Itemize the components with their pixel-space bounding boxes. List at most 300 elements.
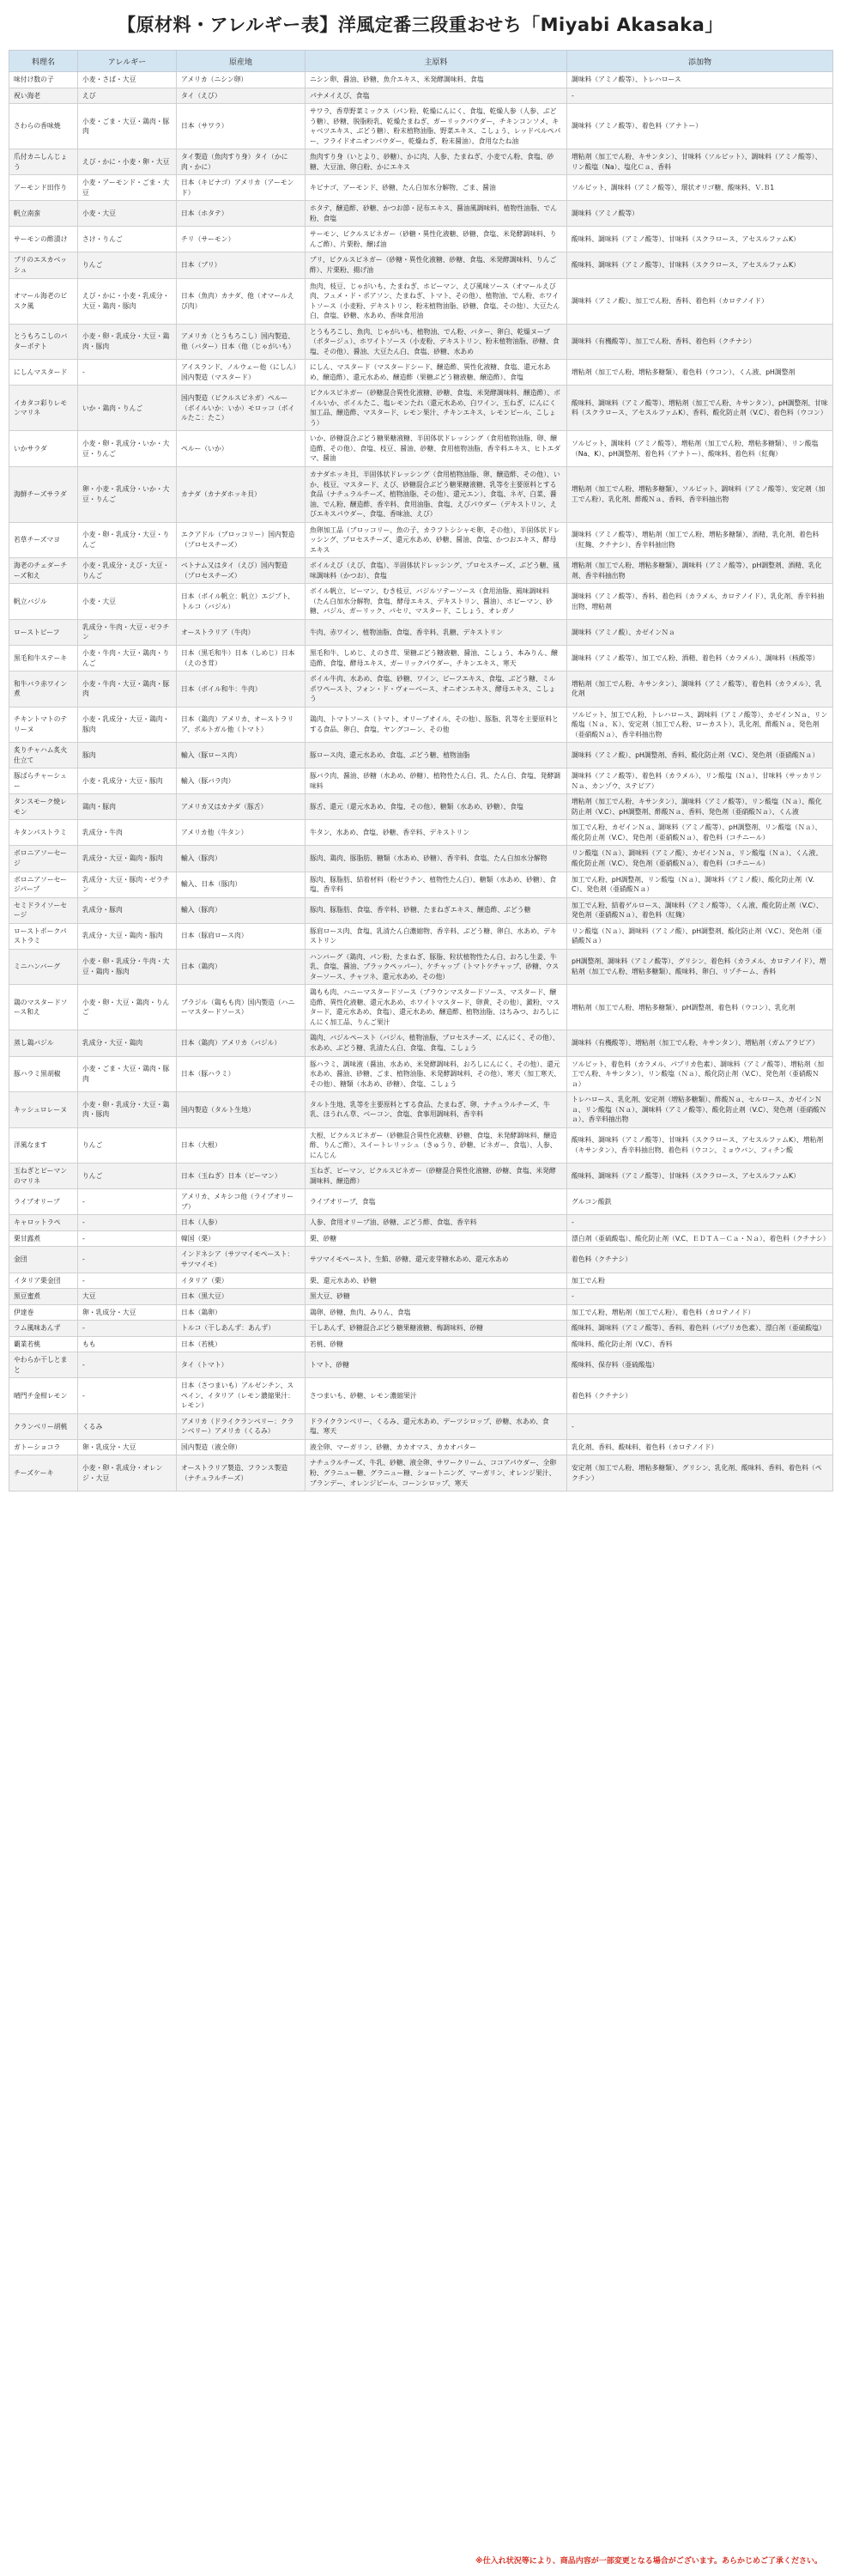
dish-name-cell: ミニハンバーグ [9, 949, 78, 985]
main-ingredients-cell: 牛肉、赤ワイン、植物油脂、食塩、香辛料、乳糖、デキストリン [306, 619, 567, 645]
additives-cell: - [567, 1215, 833, 1231]
origin-cell: チリ（サーモン） [177, 227, 306, 252]
main-ingredients-cell: 黒大豆、砂糖 [306, 1289, 567, 1305]
table-row [9, 1304, 833, 1321]
origin-cell: ベトナム又はタイ（えび）国内製造（プロセスチーズ） [177, 558, 306, 584]
allergy-cell: いか・鶏肉・りんご [78, 386, 177, 431]
additives-cell: トレハロース、乳化剤、安定剤（増粘多糖類）、酢酸Ｎａ、セルロース、カゼインＮａ、リン酸塩（Ｎａ）、調味料（アミノ酸等）、酸化防止剤（V.C）、発色剤（亜硝酸Ｎａ）、香辛料抽出物 [567, 1092, 833, 1128]
additives-cell: 加工でん粉、増粘剤（加工でん粉）、着色料（カロテノイド） [567, 1304, 833, 1321]
additives-cell: 増粘剤（加工でん粉、キサンタン）、調味料（アミノ酸等）、着色料（カラメル）、乳化剤 [567, 671, 833, 708]
main-ingredients-cell: 魚肉、枝豆、じゃがいも、たまねぎ、ホビーマン、えび風味ソース（オマールえび肉、フュメ・ド・ポアソン、たまねぎ、トマト、その他）、植物油、でん粉、ホワイトソース（小麦粉、デキストリン、粉末植物油脂、砂糖、食塩、その他）、大豆たん白、食塩、砂糖、水あめ、香味食用油 [306, 278, 567, 324]
main-ingredients-cell: 干しあんず、砂糖混合ぶどう糖果糖液糖、梅調味料、砂糖 [306, 1321, 567, 1337]
table-row [9, 794, 833, 820]
column-header-name: 料理名 [9, 51, 78, 72]
additives-cell: 調味料（アミノ酸）、加工でん粉、香料、着色料（カロテノイド） [567, 278, 833, 324]
allergy-cell: 卵・乳成分・大豆 [78, 1304, 177, 1321]
main-ingredients-cell: ナチュラルチーズ、牛乳、砂糖、液全卵、サワークリーム、ココアパウダー、全卵粉、グラニュー糖、グラニュー糖、ショートニング、マーガリン、オレンジ果汁、ブランデー、オレンジピール、コーンシロップ、寒天 [306, 1455, 567, 1492]
table-row [9, 360, 833, 386]
dish-name-cell: ボロニアソーセージパープ [9, 872, 78, 897]
main-ingredients-cell: ライブオリーブ、食塩 [306, 1189, 567, 1215]
table-row [9, 1336, 833, 1352]
table-row [9, 1352, 833, 1378]
additives-cell: 酸味料、調味料（アミノ酸等）、甘味料（スクラロース、アセスルファムK）、増粘剤（キサンタン）、香辛料抽出物、着色料（ウコン、ミョウバン、フィチン酸 [567, 1127, 833, 1163]
dish-name-cell: いかサラダ [9, 431, 78, 467]
footnote: ※仕入れ状況等により、商品内容が一部変更となる場合がございます。あらかじめご了承ください。 [475, 2557, 822, 2566]
allergy-cell: えび [78, 88, 177, 104]
additives-cell: 加工でん粉、結着ゲルロース、調味料（アミノ酸等）、くん液、酸化防止剤（V.C）、発色剤（亜硝酸Ｎａ）、着色料（紅麹） [567, 897, 833, 923]
dish-name-cell: 若草チーズマヨ [9, 522, 78, 558]
additives-cell: ソルビット、着色料（カラメル、パプリカ色素）、調味料（アミノ酸等）、増粘剤（加工でん粉、キサンタン）、リン酸塩（Ｎａ）、酸化防止剤（V.C）、発色剤（亜硝酸Ｎａ） [567, 1056, 833, 1092]
additives-cell: pH調整剤、調味料（アミノ酸等）、グリシン、着色料（カラメル、カロテノイド）、増粘剤（加工でん粉、増粘多糖類）、酸味料、卵白、リゾチーム、香料 [567, 949, 833, 985]
allergy-cell: - [78, 1247, 177, 1273]
dish-name-cell: 海老のチェダーチーズ和え [9, 558, 78, 584]
main-ingredients-cell: キビナゴ、アーモンド、砂糖、たん白加水分解物、ごま、醤油 [306, 175, 567, 201]
dish-name-cell: ライブオリーブ [9, 1189, 78, 1215]
table-row [9, 72, 833, 88]
origin-cell: 日本（ブリ） [177, 252, 306, 278]
main-ingredients-cell: いか、砂糖混合ぶどう糖果糖液糖、半固体状ドレッシング（食用植物油脂、卵、醸造酢、その他）、食塩、枝豆、醤油、砂糖、食用植物油脂、香辛料エキス、ヒトエダマ、醤油 [306, 431, 567, 467]
additives-cell: 安定剤（加工でん粉、増粘多糖類）、グリシン、乳化剤、酸味料、香料、着色料（ペクチン） [567, 1455, 833, 1492]
allergy-cell: 乳成分・大豆・鶏肉・豚肉 [78, 923, 177, 949]
additives-cell: 調味料（アミノ酸等）、着色料（カラメル）、リン酸塩（Ｎａ）、甘味料（サッカリンＮａ、カンゾウ、ステビア） [567, 769, 833, 794]
main-ingredients-cell: 豚舌、還元（還元水あめ、食塩、その他）、糖類（水あめ、砂糖）、食塩 [306, 794, 567, 820]
dish-name-cell: ボロニアソーセージ [9, 846, 78, 872]
additives-cell: 調味料（アミノ酸）、カゼインＮａ [567, 619, 833, 645]
dish-name-cell: ブリのエスカベッシュ [9, 252, 78, 278]
origin-cell: 日本（豚ハラミ） [177, 1056, 306, 1092]
origin-cell: 日本（鶏肉）アメリカ、オーストラリア、ポルトガル他（トマト） [177, 707, 306, 743]
dish-name-cell: ガトーショコラ [9, 1439, 78, 1455]
additives-cell: 着色料（クチナシ） [567, 1378, 833, 1414]
table-row [9, 1092, 833, 1128]
allergy-cell: 小麦・卵・乳成分・大豆・鶏肉・豚肉 [78, 1092, 177, 1128]
dish-name-cell: 味付け数の子 [9, 72, 78, 88]
allergy-cell: 小麦・卵・大豆・鶏肉・りんご [78, 985, 177, 1030]
additives-cell: 酸味料、調味料（アミノ酸等）、香料、着色料（パプリカ色素）、漂白剤（亜硫酸塩） [567, 1321, 833, 1337]
origin-cell: 日本（ボイル和牛：牛肉） [177, 671, 306, 708]
dish-name-cell: キッシュロレーヌ [9, 1092, 78, 1128]
allergy-cell: 卵・乳成分・大豆 [78, 1439, 177, 1455]
allergy-cell: 小麦・卵・乳成分・牛肉・大豆・鶏肉・豚肉 [78, 949, 177, 985]
additives-cell: 調味料（アミノ酸等）、香料、着色料（カラメル、カロテノイド）、乳化剤、香辛料抽出物、増粘剤 [567, 584, 833, 620]
table-row [9, 1189, 833, 1215]
additives-cell: 酸味料、調味料（アミノ酸等）、増粘剤（加工でん粉、キサンタン）、pH調整剤、甘味料（スクラロース、アセスルファムK）、香料、酸化防止剤（V.C）、着色料（ウコン） [567, 386, 833, 431]
main-ingredients-cell: ボイル帆立、ピーマン、むき枝豆、バジルソテーソース（食用油脂、風味調味料（たん白加水分解物、食塩、酵母エキス、デキストリン、醤油）、ホビーマン、砂糖、バジル、ガーリック、パセリ、マスタード、こしょう、オレガノ [306, 584, 567, 620]
allergy-cell: 鶏肉・豚肉 [78, 794, 177, 820]
origin-cell: 国内製造（タルト生地） [177, 1092, 306, 1128]
allergy-cell: - [78, 1230, 177, 1247]
additives-cell: 調味料（アミノ酸等）、トレハロース [567, 72, 833, 88]
main-ingredients-cell: ハンバーグ（鶏肉、パン粉、たまねぎ、豚脂、粒状植物性たん白、おろし生姜、牛乳、食塩、醤油、ブラックペッパー）、ケチャップ（トマトケチャップ、砂糖、ウスターソース、チャツネ、還元水あめ、その他） [306, 949, 567, 985]
main-ingredients-cell: サワラ、香草野菜ミックス（パン粉、乾燥にんにく、食塩、乾燥人参（人参、ぶどう糖）、砂糖、脱脂粉乳、乾燥たまねぎ、ガーリックパウダー、チキンコンソメ、キャベツエキス、ぶどう糖）、粉末植物油脂、野菜エキス、こしょう、レッドベルペパー、フライドオニオンパウダー、乾燥ねぎ、粉末醤油）、食用なたね油 [306, 104, 567, 149]
allergy-cell: 豚肉 [78, 743, 177, 769]
dish-name-cell: 金団 [9, 1247, 78, 1273]
table-row [9, 1127, 833, 1163]
dish-name-cell: 洋風なます [9, 1127, 78, 1163]
allergy-cell: 小麦・大豆 [78, 201, 177, 227]
table-row [9, 985, 833, 1030]
main-ingredients-cell: 豚ハラミ、調味液（醤油、水あめ、米発酵調味料、おろしにんにく、その他）、還元水あめ、醤油、砂糖、ごま、植物油脂、米発酵調味料、その他）、寒天（加工寒天、その他）、糖類（水あめ、砂糖）、食塩、こしょう [306, 1056, 567, 1092]
dish-name-cell: 覇業若桃 [9, 1336, 78, 1352]
main-ingredients-cell: 豚バラ肉、醤油、砂糖（水あめ、砂糖）、植物性たん白、乳、たん白、食塩、発酵調味料 [306, 769, 567, 794]
additives-cell: グルコン酸鉄 [567, 1189, 833, 1215]
main-ingredients-cell: 黒毛和牛、しめじ、えのき茸、果糖ぶどう糖液糖、醤油、こしょう、本みりん、醸造酢、食塩、酵母エキス、ガーリックパウダー、チキンエキス、寒天 [306, 645, 567, 671]
allergy-cell: 乳成分・豚肉 [78, 897, 177, 923]
table-row [9, 846, 833, 872]
origin-cell: アメリカ（ニシン卵） [177, 72, 306, 88]
main-ingredients-cell: サーモン、ビクルスビネガー（砂糖・異性化液糖、砂糖、食塩、米発酵調味料、りんご酢）、片栗粉、醸ぱ油 [306, 227, 567, 252]
allergy-cell: 小麦・牛肉・大豆・鶏肉・りんご [78, 645, 177, 671]
allergy-cell: 小麦・ごま・大豆・鶏肉・豚肉 [78, 104, 177, 149]
main-ingredients-cell: ホタテ、醸造酢、砂糖、かつお節・昆布エキス、醤油風調味料、植物性油脂、でん粉、食塩 [306, 201, 567, 227]
table-row [9, 252, 833, 278]
main-ingredients-cell: 鶏肉、トマトソース（トマト、オリーブオイル、その他）、豚脂、乳等を主要原料とする食品、卵白、食塩、ヤングコーン、その他 [306, 707, 567, 743]
table-header-row [9, 51, 833, 72]
additives-cell: 増粘剤（加工でん粉、増粘多糖類）、調味料（アミノ酸等）、pH調整剤、酒精、乳化剤、香辛料抽出物 [567, 558, 833, 584]
table-row [9, 707, 833, 743]
table-row [9, 467, 833, 523]
allergy-cell: - [78, 1189, 177, 1215]
dish-name-cell: 晴門チ金柑レモン [9, 1378, 78, 1414]
table-row [9, 227, 833, 252]
column-header-origin: 原産地 [177, 51, 306, 72]
dish-name-cell: 黒豆蜜煮 [9, 1289, 78, 1305]
origin-cell: アメリカ他（牛タン） [177, 820, 306, 846]
table-row [9, 645, 833, 671]
additives-cell: - [567, 1289, 833, 1305]
additives-cell: 増粘剤（加工でん粉、増粘多糖類）、pH調整剤、着色料（ウコン）、乳化剤 [567, 985, 833, 1030]
allergy-cell: 乳成分・牛肉 [78, 820, 177, 846]
origin-cell: 日本（魚肉）カナダ、他（オマールえび肉） [177, 278, 306, 324]
column-header-allergy: アレルギー [78, 51, 177, 72]
table-row [9, 324, 833, 360]
main-ingredients-cell: 豚肉、豚脂肪、食塩、香辛料、砂糖、たまねぎエキス、醸造酢、ぶどう糖 [306, 897, 567, 923]
additives-cell: 増粘剤（加工でん粉、キサンタン）、甘味料（ソルビット）、調味料（アミノ酸等）、リン酸塩（Na）、塩化Ｃａ、香料 [567, 149, 833, 175]
origin-cell: 国内製造（液全卵） [177, 1439, 306, 1455]
additives-cell: 着色料（クチナシ） [567, 1247, 833, 1273]
main-ingredients-cell: 玉ねぎ、ピーマン、ビクルスビネガー（砂糖混合異性化液糖、砂糖、食塩、米発酵調味料、醸造酢） [306, 1163, 567, 1189]
dish-name-cell: 黒毛和牛ステーキ [9, 645, 78, 671]
table-row [9, 671, 833, 708]
origin-cell: 輸入（豚バラ肉） [177, 769, 306, 794]
allergy-cell: 小麦・卵・乳成分・いか・大豆・りんご [78, 431, 177, 467]
additives-cell: 加工でん粉、pH調整剤、リン酸塩（Ｎａ）、調味料（アミノ酸）、酸化防止剤（V.C）、発色剤（亜硝酸Ｎａ） [567, 872, 833, 897]
main-ingredients-cell: 魚卵加工品（ブロッコリー、魚の子、カラフトシシャモ卵、その他）、半固体状ドレッシング、プロセスチーズ、還元水あめ、砂糖、醤油、食塩、かつおエキス、酵母エキス [306, 522, 567, 558]
dish-name-cell: 祝い海老 [9, 88, 78, 104]
origin-cell: タイ（えび） [177, 88, 306, 104]
allergy-cell: 乳成分・大豆・豚肉・ゼラチン [78, 872, 177, 897]
origin-cell: ペルー（いか） [177, 431, 306, 467]
origin-cell: 日本（人参） [177, 1215, 306, 1231]
origin-cell: オーストラリア製造、フランス製造（ナチュラルチーズ） [177, 1455, 306, 1492]
main-ingredients-cell: 栗、砂糖 [306, 1230, 567, 1247]
dish-name-cell: 海鮮チーズサラダ [9, 467, 78, 523]
dish-name-cell: とうもろこしのバターポテト [9, 324, 78, 360]
table-row [9, 1247, 833, 1273]
dish-name-cell: 炙りチャハム炙火仕立て [9, 743, 78, 769]
additives-cell: 調味料（アミノ酸等）、着色料（アナトー） [567, 104, 833, 149]
column-header-additives: 添加物 [567, 51, 833, 72]
dish-name-cell: チキントマトのテリーヌ [9, 707, 78, 743]
main-ingredients-cell: ブリ、ビクルスビネガー（砂糖・異性化液糖、砂糖、食塩、米発酵調味料、りんご酢）、片栗粉、揚げ油 [306, 252, 567, 278]
dish-name-cell: 伊達巻 [9, 1304, 78, 1321]
additives-cell: 調味料（アミノ酸等） [567, 201, 833, 227]
table-row [9, 104, 833, 149]
dish-name-cell: 豚ハラミ黒胡椒 [9, 1056, 78, 1092]
table-row [9, 175, 833, 201]
dish-name-cell: にしんマスタード [9, 360, 78, 386]
dish-name-cell: イタリア栗金団 [9, 1273, 78, 1289]
dish-name-cell: さわらの香味焼 [9, 104, 78, 149]
origin-cell: 国内製造（ビクルスビネガ）ペルー（ボイルいか：いか）モロッコ（ボイルたこ：たこ） [177, 386, 306, 431]
additives-cell: 調味料（アミノ酸等）、増粘剤（加工でん粉、増粘多糖類）、酒精、乳化剤、着色料（紅麹、クチナシ）、香辛料抽出物 [567, 522, 833, 558]
additives-cell: - [567, 88, 833, 104]
additives-cell: 乳化剤、香料、酸味料、着色料（カロテノイド） [567, 1439, 833, 1455]
table-row [9, 386, 833, 431]
allergy-cell: 乳成分・大豆・鶏肉・豚肉 [78, 846, 177, 872]
allergy-cell: 小麦・卵・乳成分・オレンジ・大豆 [78, 1455, 177, 1492]
table-row [9, 1289, 833, 1305]
origin-cell: 韓国（栗） [177, 1230, 306, 1247]
table-row [9, 1163, 833, 1189]
origin-cell: アイスランド、ノルウェー他（にしん）国内製造（マスタード） [177, 360, 306, 386]
dish-name-cell: キャロットラペ [9, 1215, 78, 1231]
main-ingredients-cell: 鶏卵、砂糖、魚肉、みりん、食塩 [306, 1304, 567, 1321]
main-ingredients-cell: とうもろこし、魚肉、じゃがいも、植物油、でん粉、バター、卵白、乾燥ヌーブ（ポタージュ）、ホワイトソース（小麦粉、デキストリン、粉末植物油脂、砂糖、食塩、その他）、醤油、大豆たん白、食塩、砂糖、水あめ [306, 324, 567, 360]
origin-cell: 日本（サワラ） [177, 104, 306, 149]
additives-cell: 調味料（アミノ酸等）、加工でん粉、酒精、着色料（カラメル）、調味料（核酸等） [567, 645, 833, 671]
allergy-cell: 小麦・さば・大豆 [78, 72, 177, 88]
allergy-cell: - [78, 1378, 177, 1414]
dish-name-cell: 蒸し鶏バジル [9, 1030, 78, 1056]
main-ingredients-cell: 豚肉、鶏肉、豚脂肪、糖類（水あめ、砂糖）、香辛料、食塩、たん白加水分解物 [306, 846, 567, 872]
allergy-cell: - [78, 1321, 177, 1337]
additives-cell: リン酸塩（Ｎａ）、調味料（アミノ酸）、pH調整剤、酸化防止剤（V.C）、発色剤（亜硝酸Ｎａ） [567, 923, 833, 949]
table-row [9, 431, 833, 467]
origin-cell: 日本（鶏肉） [177, 949, 306, 985]
origin-cell: ブラジル（鶏もも肉）国内製造（ハニーマスタードソース） [177, 985, 306, 1030]
table-row [9, 1321, 833, 1337]
origin-cell: 日本（キビナゴ）アメリカ（アーモンド） [177, 175, 306, 201]
origin-cell: 輸入（豚ロース肉） [177, 743, 306, 769]
main-ingredients-cell: 豚ロース肉、還元水あめ、食塩、ぶどう糖、植物油脂 [306, 743, 567, 769]
main-ingredients-cell: カナダホッキ貝、半固体状ドレッシング（食用植物油脂、卵、醸造酢、その他）、いか、枝豆、マスタード、えび、砂糖混合ぶどう糖果糖液糖、乳等を主要原料とする食品（ナチュラルチーズ、植物油脂、その他）、還元エン）、食塩、ネギ、白菜、醤油、でん粉、醸造酢、香辛料、食用油脂、食塩、えびパウダー（デキストリン、えびエキスパウダー、食塩、香味油、えび） [306, 467, 567, 523]
origin-cell: オーストラリア（牛肉） [177, 619, 306, 645]
origin-cell: 輸入（豚肉） [177, 897, 306, 923]
dish-name-cell: やわらか干しとまと [9, 1352, 78, 1378]
additives-cell: 増粘剤（加工でん粉、増粘多糖類）、ソルビット、調味料（アミノ酸等）、安定剤（加工でん粉）、乳化剤、酢酸Ｎａ、香料、香辛料抽出物 [567, 467, 833, 523]
origin-cell: 日本（さつまいも）アルゼンチン、スペイン、イタリア（レモン濃縮果汁：レモン） [177, 1378, 306, 1414]
origin-cell: アメリカ（とうもろこし）国内製造、他（バター）日本（他（じゃがいも） [177, 324, 306, 360]
dish-name-cell: オマール海老のビスク風 [9, 278, 78, 324]
origin-cell: 日本（ボイル帆立：帆立）エジプト、トルコ（バジル） [177, 584, 306, 620]
main-ingredients-cell: タルト生地、乳等を主要原料とする食品、たまねぎ、卵、ナチュラルチーズ、牛乳、ほうれん草、ベーコン、食塩、食事用調味料、香辛料 [306, 1092, 567, 1128]
table-row [9, 820, 833, 846]
origin-cell: 輸入、日本（豚肉） [177, 872, 306, 897]
origin-cell: イタリア（栗） [177, 1273, 306, 1289]
allergy-cell: 小麦・牛肉・大豆・鶏肉・豚肉 [78, 671, 177, 708]
origin-cell: 日本（黒大豆） [177, 1289, 306, 1305]
table-row [9, 1273, 833, 1289]
additives-cell: ソルビット、調味料（アミノ酸等）、増粘剤（加工でん粉、増粘多糖類）、リン酸塩（Na、K）、pH調整剤、着色料（アナトー）、酸味料、着色料（紅麹） [567, 431, 833, 467]
column-header-main-ingredients: 主原料 [306, 51, 567, 72]
origin-cell: 日本（鶏肉）アメリカ（バジル） [177, 1030, 306, 1056]
additives-cell: 酸味料、調味料（アミノ酸等）、甘味料（スクラロース、アセスルファムK） [567, 252, 833, 278]
dish-name-cell: ローストビーフ [9, 619, 78, 645]
allergy-cell: - [78, 1273, 177, 1289]
additives-cell: 酸味料、調味料（アミノ酸等）、甘味料（スクラロース、アセスルファムK） [567, 1163, 833, 1189]
additives-cell: 漂白剤（亜硫酸塩）、酸化防止剤（V.C、ＥＤＴＡ－Ｃａ・Ｎａ）、着色料（クチナシ） [567, 1230, 833, 1247]
additives-cell: 調味料（有機酸等）、加工でん粉、香料、着色料（クチナシ） [567, 324, 833, 360]
table-row [9, 558, 833, 584]
table-row [9, 923, 833, 949]
dish-name-cell: 玉ねぎとピーマンのマリネ [9, 1163, 78, 1189]
main-ingredients-cell: 牛タン、水あめ、食塩、砂糖、香辛料、デキストリン [306, 820, 567, 846]
main-ingredients-cell: にしん、マスタード（マスタードシード、醸造酢、異性化液糖、食塩、還元水あめ、醸造酢）、還元水あめ、醸造酢（果糖ぶどう糖液糖、醸造酢）、食塩 [306, 360, 567, 386]
main-ingredients-cell: 鶏もも肉、ハニーマスタードソース（ブラウンマスタードソース、マスタード、醸造酢、異性化液糖、還元水あめ、ホワイトマスタード、卵黄、その他）、澱粉、マスタード、還元水あめ、食塩）、還元水あめ、醸造酢、植物油脂、はちみつ、おろしにんにく加工品、りんご果汁 [306, 985, 567, 1030]
allergy-cell: りんご [78, 1127, 177, 1163]
additives-cell: 加工でん粉、カゼインＮａ、調味料（アミノ酸等）、pH調整剤、リン酸塩（Ｎａ）、酸化防止剤（V.C）、発色剤（亜硝酸Ｎａ）、着色料（コチニール） [567, 820, 833, 846]
allergy-cell: えび・かに・小麦・卵・大豆 [78, 149, 177, 175]
main-ingredients-cell: さつまいも、砂糖、レモン濃縮果汁 [306, 1378, 567, 1414]
table-row [9, 1413, 833, 1439]
main-ingredients-cell: 鶏肉、バジルペースト（バジル、植物油脂、プロセスチーズ、にんにく、その他）、水あめ、ぶどう糖、乳清たん白、食塩、食塩、こしょう [306, 1030, 567, 1056]
dish-name-cell: 爪付カニしんじょう [9, 149, 78, 175]
allergy-cell: 卵・小麦・乳成分・いか・大豆・りんご [78, 467, 177, 523]
allergy-cell: もも [78, 1336, 177, 1352]
additives-cell: 増粘剤（加工でん粉、キサンタン）、調味料（アミノ酸等）、リン酸塩（Ｎａ）、酸化防止剤（V.C）、pH調整剤、酢酸Ｎａ、香料、発色剤（亜硝酸Ｎａ）、くん液 [567, 794, 833, 820]
origin-cell: インドネシア（サツマイモペースト：サツマイモ） [177, 1247, 306, 1273]
origin-cell: アメリカ又はカナダ（豚舌） [177, 794, 306, 820]
main-ingredients-cell: トマト、砂糖 [306, 1352, 567, 1378]
table-row [9, 769, 833, 794]
dish-name-cell: アーモンド田作り [9, 175, 78, 201]
additives-cell: ソルビット、調味料（アミノ酸等）、環状オリゴ糖、酸味料、Ｖ.Ｂ1 [567, 175, 833, 201]
additives-cell: ソルビット、加工でん粉、トレハロース、調味料（アミノ酸等）、カゼインＮａ、リン酸塩（Ｎａ、Ｋ）、安定剤（加工でん粉、ローカスト）、乳化剤、酢酸Ｎａ、発色剤（亜硝酸Ｎａ）、香辛料抽出物 [567, 707, 833, 743]
dish-name-cell: ローストポークパストラミ [9, 923, 78, 949]
main-ingredients-cell: 豚肉、豚脂肪、結着材料（粉ゼラチン、植物性たん白）、糖類（水あめ、砂糖）、食塩、香辛料 [306, 872, 567, 897]
allergy-cell: - [78, 360, 177, 386]
origin-cell: アメリカ、メキシコ他（ライブオリーブ） [177, 1189, 306, 1215]
origin-cell: 日本（若桃） [177, 1336, 306, 1352]
allergy-cell: 小麦・卵・乳成分・大豆・鶏肉・豚肉 [78, 324, 177, 360]
main-ingredients-cell: 栗、還元水あめ、砂糖 [306, 1273, 567, 1289]
table-row [9, 619, 833, 645]
additives-cell: - [567, 1413, 833, 1439]
additives-cell: 酸味料、酸化防止剤（V.C）、香料 [567, 1336, 833, 1352]
allergy-cell: 小麦・卵・乳成分・大豆・りんご [78, 522, 177, 558]
allergy-cell: - [78, 1352, 177, 1378]
table-row [9, 522, 833, 558]
dish-name-cell: セミドライソーセージ [9, 897, 78, 923]
origin-cell: アメリカ（ドライクランベリー：クランベリー）アメリカ（くるみ） [177, 1413, 306, 1439]
additives-cell: 調味料（有機酸等）、増粘剤（加工でん粉、キサンタン）、増粘剤（ガムアラビア） [567, 1030, 833, 1056]
table-row [9, 1455, 833, 1492]
allergy-cell: 小麦・アーモンド・ごま・大豆 [78, 175, 177, 201]
allergy-cell: さけ・りんご [78, 227, 177, 252]
allergy-cell: 小麦・乳成分・大豆・豚肉 [78, 769, 177, 794]
main-ingredients-cell: パナメイえび、食塩 [306, 88, 567, 104]
main-ingredients-cell: ボイルえび（えび、食塩）、半固体状ドレッシング、プロセスチーズ、ぶどう糖、風味調味料（かつお）、食塩 [306, 558, 567, 584]
origin-cell: 輸入（豚肉） [177, 846, 306, 872]
page-title: 【原材料・アレルギー表】洋風定番三段重おせち「Miyabi Akasaka」 [118, 15, 723, 35]
additives-cell: 酸味料、調味料（アミノ酸等）、甘味料（スクラロース、アセスルファムK） [567, 227, 833, 252]
additives-cell: 増粘剤（加工でん粉、増粘多糖類）、着色料（ウコン）、くん液、pH調整剤 [567, 360, 833, 386]
origin-cell: トルコ（干しあんず：あんず） [177, 1321, 306, 1337]
main-ingredients-cell: 魚肉すり身（いとより、砂糖）、かに肉、人参、たまねぎ、小麦でん粉、食塩、砂糖、大豆油、卵白粉、かにエキス [306, 149, 567, 175]
origin-cell: タイ（トマト） [177, 1352, 306, 1378]
origin-cell: 日本（大根） [177, 1127, 306, 1163]
origin-cell: 日本（鶏卵） [177, 1304, 306, 1321]
main-ingredients-cell: 液全卵、マーガリン、砂糖、カカオマス、カカオバター [306, 1439, 567, 1455]
dish-name-cell: 豚ばらチャーシュー [9, 769, 78, 794]
allergy-cell: 大豆 [78, 1289, 177, 1305]
dish-name-cell: 帆立バジル [9, 584, 78, 620]
additives-cell: 加工でん粉 [567, 1273, 833, 1289]
dish-name-cell: サーモンの酢漬け [9, 227, 78, 252]
allergy-cell: 小麦・ごま・大豆・鶏肉・豚肉 [78, 1056, 177, 1092]
allergy-cell: 小麦・乳成分・えび・大豆・りんご [78, 558, 177, 584]
main-ingredients-cell: 豚肩ロース肉、食塩、乳清たん白濃縮物、香辛料、ぶどう糖、卵白、水あめ、デキストリン [306, 923, 567, 949]
dish-name-cell: キタンパストラミ [9, 820, 78, 846]
table-row [9, 1056, 833, 1092]
table-row [9, 897, 833, 923]
origin-cell: 日本（黒毛和牛）日本（しめじ）日本（えのき茸） [177, 645, 306, 671]
origin-cell: タイ製造（魚肉すり身）タイ（かに肉・かに） [177, 149, 306, 175]
table-row [9, 88, 833, 104]
main-ingredients-cell: サツマイモペースト、生餡、砂糖、還元麦芽糖水あめ、還元水あめ [306, 1247, 567, 1273]
table-row [9, 149, 833, 175]
table-row [9, 1030, 833, 1056]
allergy-cell: えび・かに・小麦・乳成分・大豆・鶏肉・豚肉 [78, 278, 177, 324]
main-ingredients-cell: ボイル牛肉、水あめ、食塩、砂糖、ワイン、ビーフエキス、食塩、ぶどう糖、ミルポワペースト、フォン・ド・ヴォーベース、オニオンエキス、酵母エキス、こしょう [306, 671, 567, 708]
table-row [9, 743, 833, 769]
origin-cell: カナダ（カナダホッキ貝） [177, 467, 306, 523]
origin-cell: エクアドル（ブロッコリー）国内製造（プロセスチーズ） [177, 522, 306, 558]
allergy-cell: りんご [78, 1163, 177, 1189]
allergy-cell: - [78, 1215, 177, 1231]
dish-name-cell: クランベリー胡桃 [9, 1413, 78, 1439]
main-ingredients-cell: ニシン卵、醤油、砂糖、魚介エキス、米発酵調味料、食塩 [306, 72, 567, 88]
allergy-cell: 乳成分・大豆・鶏肉 [78, 1030, 177, 1056]
allergy-cell: くるみ [78, 1413, 177, 1439]
table-row [9, 278, 833, 324]
table-row [9, 1378, 833, 1414]
additives-cell: 調味料（アミノ酸）、pH調整剤、香料、酸化防止剤（V.C）、発色剤（亜硝酸Ｎａ） [567, 743, 833, 769]
table-row [9, 1439, 833, 1455]
dish-name-cell: タンスモーク焼レモン [9, 794, 78, 820]
dish-name-cell: 帆立南蛮 [9, 201, 78, 227]
dish-name-cell: 栗甘露煮 [9, 1230, 78, 1247]
allergy-cell: 小麦・乳成分・大豆・鶏肉・豚肉 [78, 707, 177, 743]
allergy-cell: りんご [78, 252, 177, 278]
dish-name-cell: 和牛バラ赤ワイン煮 [9, 671, 78, 708]
origin-cell: 日本（玉ねぎ）日本（ピーマン） [177, 1163, 306, 1189]
allergy-cell: 乳成分・牛肉・大豆・ゼラチン [78, 619, 177, 645]
table-row [9, 584, 833, 620]
dish-name-cell: ラム風味あんず [9, 1321, 78, 1337]
origin-cell: 日本（豚肩ロース肉） [177, 923, 306, 949]
additives-cell: リン酸塩（Ｎａ）、調味料（アミノ酸）、カゼインＮａ、リン酸塩（Ｎａ）、くん液、酸化防止剤（V.C）、発色剤（亜硝酸Ｎａ）、着色料（コチニール） [567, 846, 833, 872]
origin-cell: 日本（ホタテ） [177, 201, 306, 227]
main-ingredients-cell: ドライクランベリー、くるみ、還元水あめ、デーツシロップ、砂糖、水あめ、食塩、寒天 [306, 1413, 567, 1439]
table-row [9, 1230, 833, 1247]
additives-cell: 酸味料、保存料（亜硫酸塩） [567, 1352, 833, 1378]
table-body [9, 72, 833, 1492]
table-row [9, 872, 833, 897]
table-row [9, 1215, 833, 1231]
dish-name-cell: チーズケーキ [9, 1455, 78, 1492]
